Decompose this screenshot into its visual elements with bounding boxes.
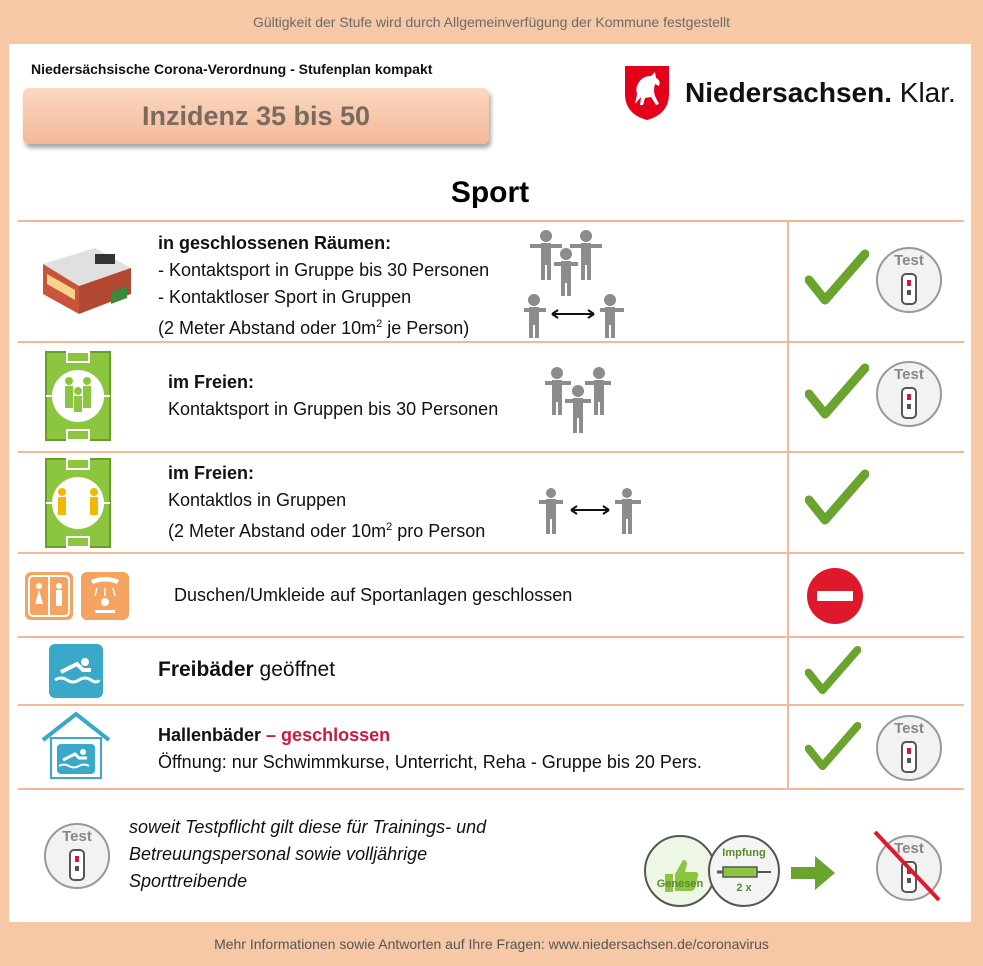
footer-info: Mehr Informationen sowie Antworten auf Ihre Fragen: www.niedersachsen.de/coronavirus: [214, 936, 769, 952]
sports-field-group-icon: [45, 351, 111, 441]
row1-text: in geschlossenen Räumen: - Kontaktsport in Gruppe bis 30 Personen - Kontaktloser Sport in Gruppen (2 Meter Abstand oder $10m^2$ je Person): [158, 233, 490, 338]
allowed-check-icon: [805, 644, 861, 696]
content-card: [9, 44, 971, 922]
divider: [18, 220, 964, 222]
distance-people-icon: [539, 488, 641, 534]
divider: [18, 636, 964, 638]
allowed-check-icon: [805, 468, 869, 526]
logo-text: Niedersachsen. Klar.: [685, 77, 956, 108]
subtitle: Niedersächsische Corona-Verordnung - Stufenplan kompakt: [31, 61, 433, 77]
row3-text: im Freien: Kontaktlos in Gruppen (2 Meter Abstand oder $10m^2$ pro Person: [168, 463, 486, 541]
syringe-icon: [707, 834, 781, 908]
divider: [18, 552, 964, 554]
allowed-check-icon: [805, 248, 869, 306]
outdoor-pool-icon: [49, 644, 103, 698]
testing-note: soweit Testpflicht gilt diese für Trainings- und Betreuungspersonal sowie volljährige Sporttreibende: [129, 817, 487, 891]
sports-hall-icon: [39, 234, 135, 316]
allowed-check-icon: [805, 362, 869, 420]
no-entry-icon: [805, 566, 865, 626]
row6-text: Hallenbäder – geschlossen Öffnung: nur Schwimmkurse, Unterricht, Reha - Gruppe bis 20 Pers.: [158, 725, 702, 772]
divider: [18, 451, 964, 453]
test-icon: Test: [43, 822, 111, 895]
indoor-pool-icon: [39, 710, 113, 780]
sports-field-distance-icon: [45, 458, 111, 548]
row5-text: Freibäder geöffnet: [158, 658, 336, 681]
no-test-icon: Test: [875, 834, 943, 907]
row4-text: Duschen/Umkleide auf Sportanlagen geschlossen: [174, 585, 573, 605]
divider: [18, 704, 964, 706]
contact-group-icon: [545, 367, 611, 433]
row2-text: im Freien: Kontaktsport in Gruppen bis 30 Personen: [168, 372, 499, 419]
test-required-icon: Test: [875, 714, 943, 787]
strike-through-icon: [869, 826, 949, 906]
allowed-check-icon: [805, 720, 861, 772]
contact-group-icon: [524, 226, 624, 338]
column-divider: [787, 220, 789, 788]
section-title: Sport: [450, 176, 530, 209]
niedersachsen-logo: [623, 64, 956, 122]
validity-note: Gültigkeit der Stufe wird durch Allgemeinverfügung der Kommune festgestellt: [252, 14, 731, 30]
test-required-icon: Test: [875, 246, 943, 319]
arrow-right-icon: [791, 856, 835, 890]
changing-room-shower-icon: [25, 572, 131, 620]
vaccination-badge: Impfung 2 x: [707, 834, 781, 908]
horse-coat-of-arms-icon: [623, 64, 671, 122]
incidence-badge: Inzidenz 35 bis 50: [23, 88, 489, 144]
test-required-icon: Test: [875, 360, 943, 433]
thumbs-up-icon: [643, 834, 717, 908]
divider: [18, 788, 964, 790]
recovered-badge: Genesen: [643, 834, 717, 908]
